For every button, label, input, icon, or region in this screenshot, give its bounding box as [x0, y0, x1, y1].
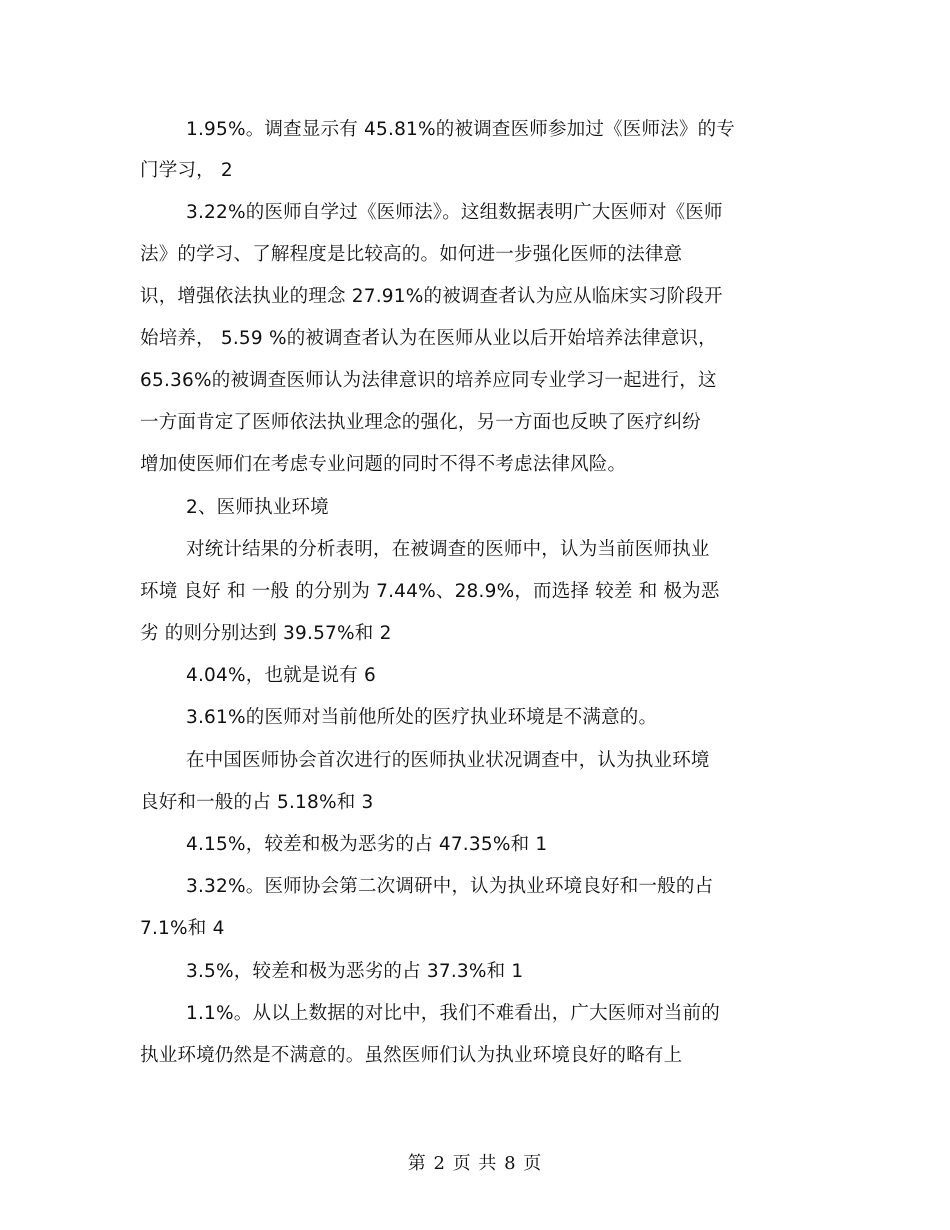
text-line: 7.1%和 4 [140, 918, 225, 939]
text-line: 4.15%，较差和极为恶劣的占 47.35%和 1 [186, 834, 548, 855]
text-line: 识，增强依法执业的理念 27.91%的被调查者认为应从临床实习阶段开 [140, 286, 723, 307]
text-line: 在中国医师协会首次进行的医师执业状况调查中，认为执业环境 [186, 750, 710, 771]
text-line: 法》的学习、了解程度是比较高的。如何进一步强化医师的法律意 [140, 244, 683, 265]
text-line: 劣 的则分别达到 39.57%和 2 [140, 623, 392, 644]
text-line: 4.04%，也就是说有 6 [186, 665, 377, 686]
text-line: 3.61%的医师对当前他所处的医疗执业环境是不满意的。 [186, 707, 658, 728]
text-line: 1.1%。从以上数据的对比中，我们不难看出，广大医师对当前的 [186, 1003, 721, 1024]
text-line: 3.22%的医师自学过《医师法》。这组数据表明广大医师对《医师 [186, 202, 723, 223]
text-line: 1.95%。调查显示有 45.81%的被调查医师参加过《医师法》的专 [186, 119, 735, 140]
text-line: 3.32%。医师协会第二次调研中，认为执业环境良好和一般的占 [186, 876, 714, 897]
text-line: 门学习， 2 [140, 160, 233, 181]
text-line: 65.36%的被调查医师认为法律意识的培养应同专业学习一起进行，这 [140, 370, 717, 391]
text-line: 始培养， 5.59 %的被调查者认为在医师从业以后开始培养法律意识， [140, 328, 717, 349]
text-line: 增加使医师们在考虑专业问题的同时不得不考虑法律风险。 [140, 454, 627, 475]
text-line: 执业环境仍然是不满意的。虽然医师们认为执业环境良好的略有上 [140, 1045, 683, 1066]
text-line: 一方面肯定了医师依法执业理念的强化，另一方面也反映了医疗纠纷 [140, 412, 702, 433]
page-number-footer: 第 2 页 共 8 页 [407, 1153, 543, 1174]
text-line: 环境 良好 和 一般 的分别为 7.44%、28.9%，而选择 较差 和 极为恶 [140, 581, 720, 602]
text-line: 对统计结果的分析表明，在被调查的医师中，认为当前医师执业 [186, 539, 710, 560]
section-heading: 2、医师执业环境 [186, 497, 329, 518]
text-line: 良好和一般的占 5.18%和 3 [140, 792, 374, 813]
text-line: 3.5%，较差和极为恶劣的占 37.3%和 1 [186, 961, 524, 982]
